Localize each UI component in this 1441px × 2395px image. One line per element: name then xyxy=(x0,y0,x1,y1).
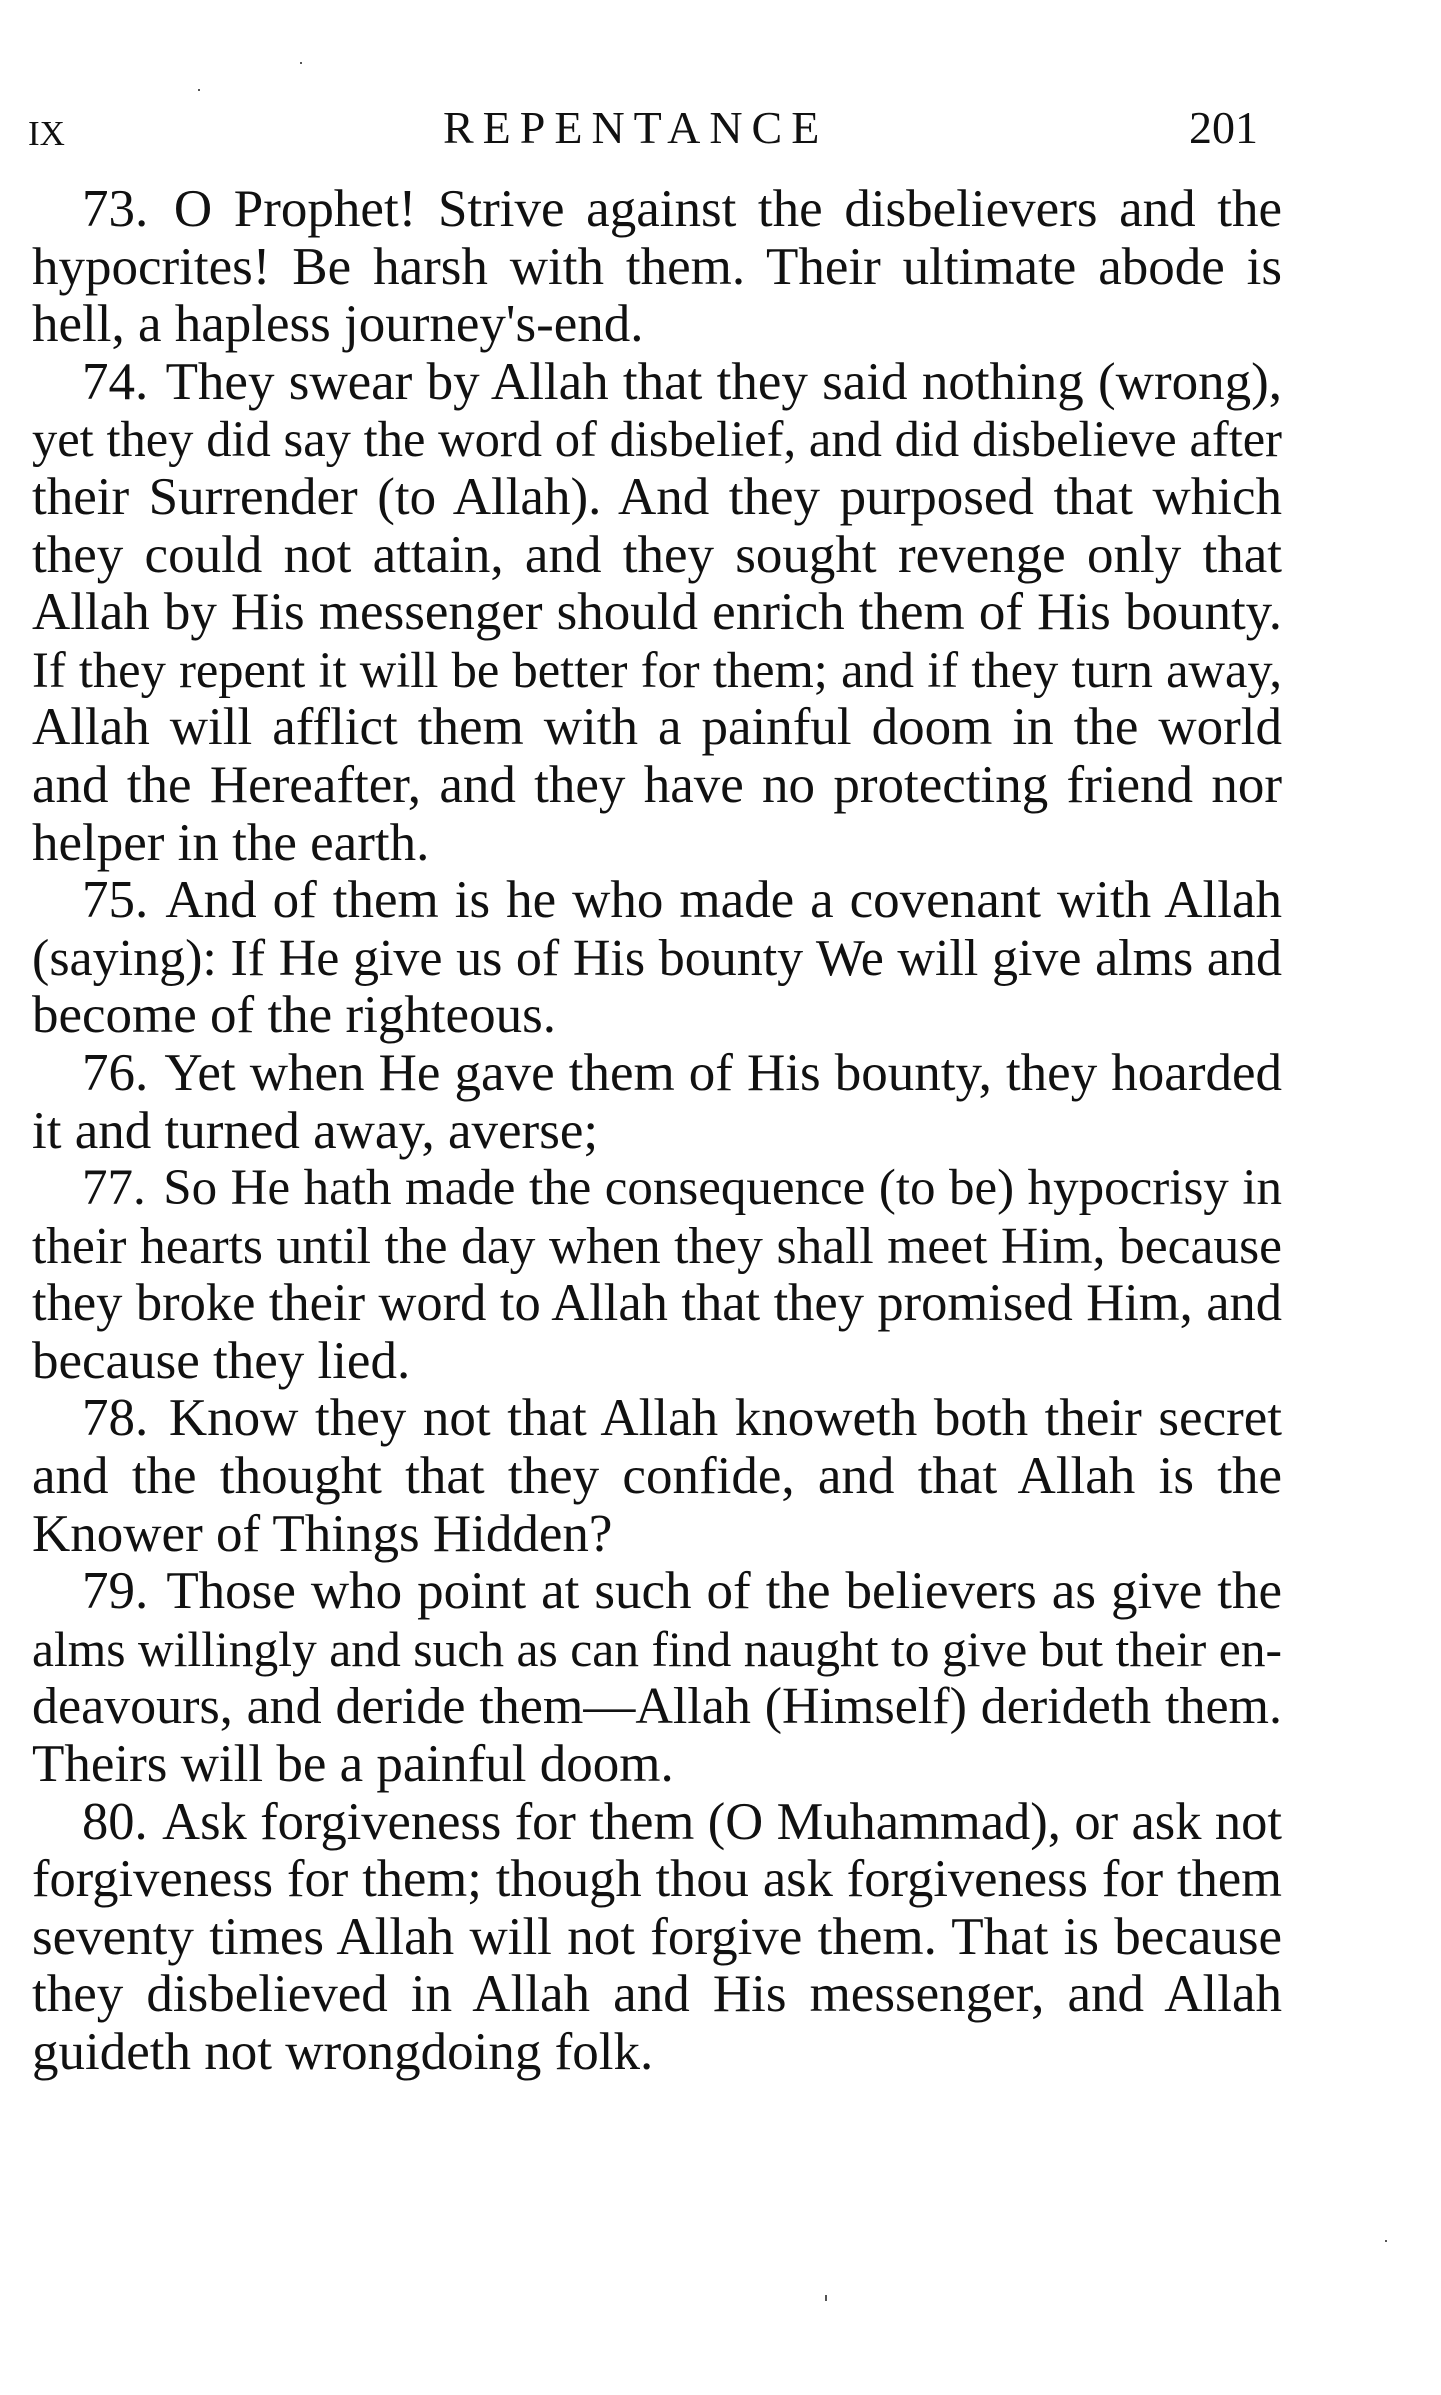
text-line xyxy=(32,1160,1282,1218)
text-line xyxy=(32,1390,1282,1448)
text-line: they disbelieved in Allah and His messenger, and Allah xyxy=(32,1965,1282,2024)
text-line: and the Hereafter, and they have no protecting friend nor xyxy=(32,755,1282,814)
text-line: If they repent it will be better for them; and if they turn away, xyxy=(32,641,1282,698)
verse-76 xyxy=(32,1045,1282,1160)
verse-73 xyxy=(32,181,1282,354)
verse-number: 79. xyxy=(82,1562,149,1621)
line-text: And of them is he who made a covenant with Allah xyxy=(165,871,1282,930)
verse-number: 75. xyxy=(82,871,149,930)
text-line: their Surrender (to Allah). And they purposed that which xyxy=(32,467,1282,526)
text-line: because they lied. xyxy=(32,1331,411,1390)
text-line: Allah will afflict them with a painful doom in the world xyxy=(32,698,1282,757)
text-line: guideth not wrongdoing folk. xyxy=(32,2023,654,2081)
text-line: seventy times Allah will not forgive them. That is because xyxy=(32,1907,1282,1966)
text-line: Theirs will be a painful doom. xyxy=(32,1735,674,1794)
text-line: Allah by His messenger should enrich them of His bounty. xyxy=(32,583,1282,642)
running-title: REPENTANCE xyxy=(443,102,829,153)
line-text: They swear by Allah that they said nothing (wrong), xyxy=(165,352,1283,411)
line-text: Ask forgiveness for them (O Muhammad), or ask not xyxy=(162,1792,1282,1851)
chapter-number: ix xyxy=(28,100,65,156)
text-line: they could not attain, and they sought revenge only that xyxy=(32,525,1282,584)
text-line: their hearts until the day when they shall meet Him, because xyxy=(32,1217,1282,1275)
text-line: Knower of Things Hidden? xyxy=(32,1504,613,1563)
verse-78 xyxy=(32,1390,1282,1563)
text-line: hell, a hapless journey's-end. xyxy=(32,295,644,354)
text-line: become of the righteous. xyxy=(32,986,556,1045)
text-line xyxy=(32,1794,1282,1852)
verse-75 xyxy=(32,872,1282,1045)
text-line: (saying): If He give us of His bounty We will give alms and xyxy=(32,929,1282,987)
text-line: they broke their word to Allah that they promised Him, and xyxy=(32,1274,1282,1333)
verse-number: 77. xyxy=(82,1160,146,1217)
verse-number: 80. xyxy=(82,1792,148,1851)
verse-77 xyxy=(32,1160,1282,1390)
line-text: O Prophet! Strive against the disbelievers and the xyxy=(173,180,1282,238)
scan-speck xyxy=(300,62,302,64)
line-text: So He hath made the consequence (to be) hypocrisy in xyxy=(163,1160,1282,1217)
text-line: alms willingly and such as can find naught to give but their en- xyxy=(32,1621,1282,1677)
verse-number: 76. xyxy=(82,1043,149,1102)
text-line xyxy=(32,872,1282,930)
text-line: it and turned away, averse; xyxy=(32,1101,599,1160)
line-text: Know they not that Allah knoweth both their secret xyxy=(168,1389,1282,1448)
scan-speck xyxy=(198,89,200,91)
line-text: Those who point at such of the believers as give the xyxy=(166,1562,1282,1621)
verse-number: 73. xyxy=(82,180,149,238)
text-line: helper in the earth. xyxy=(32,813,430,872)
verse-79 xyxy=(32,1563,1282,1793)
text-line xyxy=(32,354,1282,412)
verse-number: 78. xyxy=(82,1389,149,1448)
scan-speck xyxy=(1385,2240,1387,2242)
verse-74 xyxy=(32,354,1282,872)
page-number: 201 xyxy=(1189,102,1258,153)
text-line: yet they did say the word of disbelief, and did disbelieve after xyxy=(32,411,1282,468)
text-line xyxy=(32,1045,1282,1103)
text-line xyxy=(32,181,1282,239)
text-line: forgiveness for them; though thou ask forgiveness for them xyxy=(32,1850,1282,1909)
verse-number: 74. xyxy=(82,352,149,411)
body-text xyxy=(32,181,1282,2082)
text-line: deavours, and deride them—Allah (Himself) derideth them. xyxy=(32,1678,1282,1736)
verse-80 xyxy=(32,1794,1282,2082)
line-text: Yet when He gave them of His bounty, they hoarded xyxy=(164,1043,1282,1102)
text-line: hypocrites! Be harsh with them. Their ultimate abode is xyxy=(32,237,1282,296)
text-line: and the thought that they confide, and that Allah is the xyxy=(32,1447,1282,1506)
running-head xyxy=(28,100,1258,156)
text-line xyxy=(32,1563,1282,1621)
scan-speck xyxy=(825,2295,827,2301)
